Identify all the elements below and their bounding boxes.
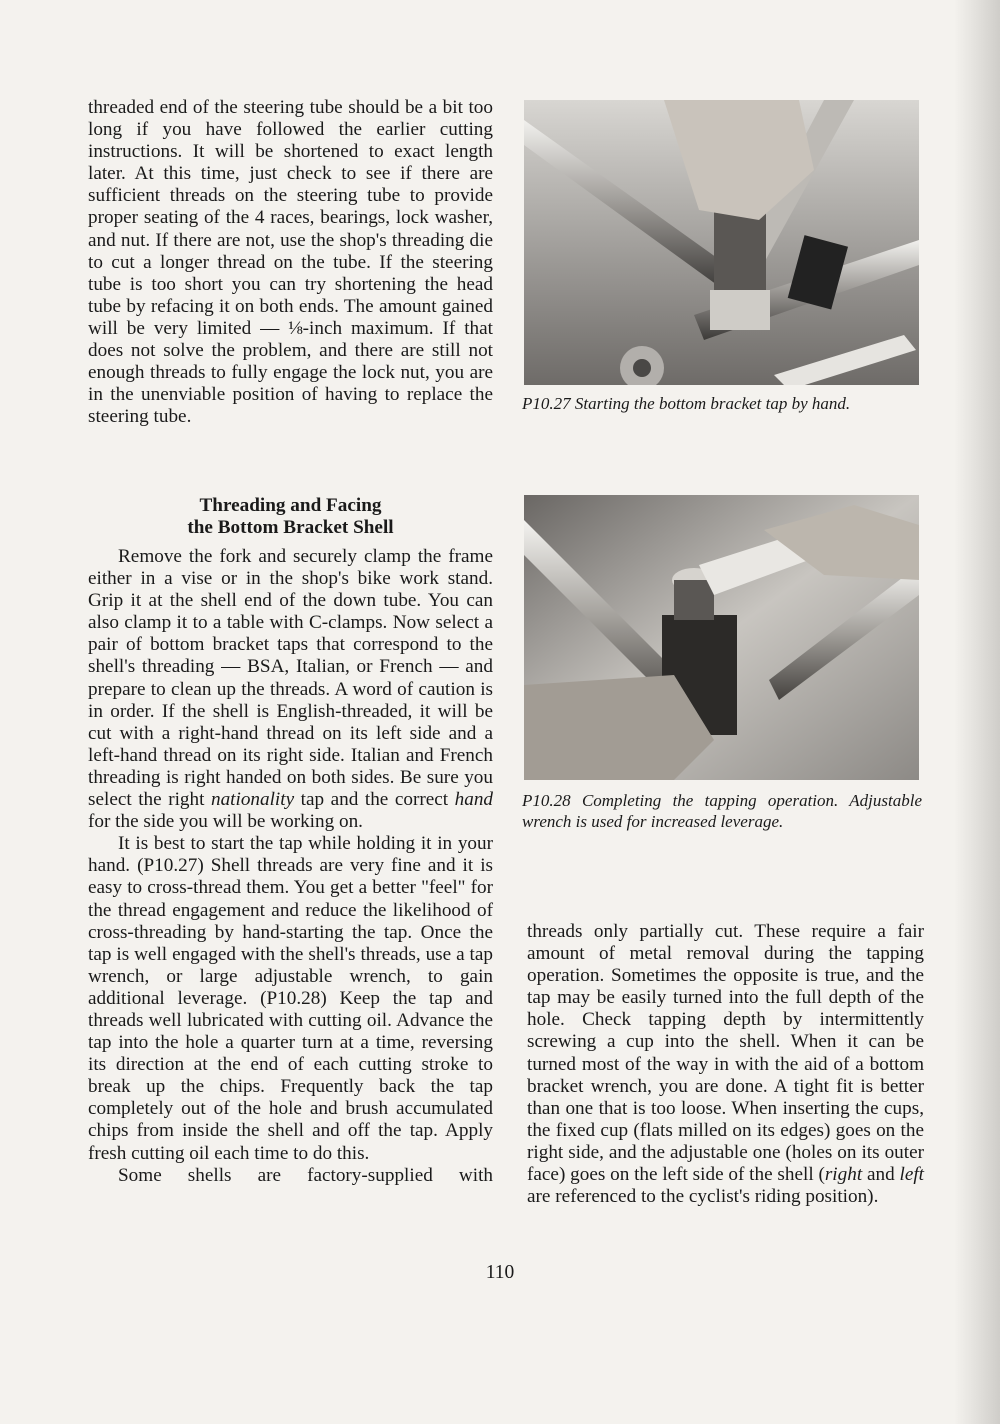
emphasis-hand: hand	[454, 789, 493, 811]
figure-caption-p10-28: P10.28 Completing the tapping operation. Adjustable wrench is used for increased leverage.	[522, 791, 922, 831]
section-heading-line2: the Bottom Bracket Shell	[187, 517, 394, 538]
photo-completing-tapping-operation	[524, 495, 919, 780]
paragraph-threads-partially-cut: threads only partially cut. These require a fair amount of metal removal during the tapping operation. Sometimes the opposite is true, and the tap may be easily turned into the full depth of the hole. Check tapping depth by intermittently screwing a cup into the shell. When it can be turned most of the way in with the aid of a bottom bracket wrench, you are done. A tight fit is better than one that is too loose. When inserting the cups, the fixed cup (flats milled on its edges) goes on the right side, and the adjustable one (holes on its outer face) goes on the left side of the shell (right and left are referenced to the cyclist's riding position).	[527, 921, 924, 1208]
right-body-column	[527, 921, 924, 1208]
emphasis-left: left	[899, 1164, 924, 1186]
left-top-paragraph	[88, 97, 493, 428]
paragraph-remove-fork: Remove the fork and securely clamp the frame either in a vise or in the shop's bike work stand. Grip it at the shell end of the down tube. You can also clamp it to a table with C-clamps. Now select a pair of bottom bracket taps that correspond to the shell's threading — BSA, Italian, or French — and prepare to clean up the threads. A word of caution is in order. If the shell is English-threaded, it will be cut with a right-hand thread on its left side and a left-hand thread on its right side. Italian and French threading is right handed on both sides. Be sure you select the right nationality tap and the correct hand for the side you will be working on.	[88, 546, 493, 833]
emphasis-nationality: nationality	[210, 789, 295, 811]
paragraph-start-tap: It is best to start the tap while holding it in your hand. (P10.27) Shell threads are very fine and it is easy to cross-thread them. You get a better "feel" for the thread engagement and reduce the likelihood of cross-threading by hand-starting the tap. Once the tap is well engaged with the shell's threads, use a tap wrench, or large adjustable wrench, to gain additional leverage. (P10.28) Keep the tap and threads well lubricated with cutting oil. Advance the tap into the hole a quarter turn at a time, reversing its direction at the end of each cutting stroke to break up the chips. Frequently back the tap completely out of the hole and brush accumulated chips from inside the shell and off the tap. Apply fresh cutting oil each time to do this.	[88, 833, 493, 1164]
page-edge-shadow	[954, 0, 1000, 1424]
page-number: 110	[485, 1262, 515, 1283]
section-heading	[88, 495, 493, 539]
emphasis-right: right	[824, 1164, 863, 1186]
left-body-column	[88, 546, 493, 1187]
paragraph-some-shells: Some shells are factory-supplied with	[118, 1164, 493, 1186]
figure-caption-p10-27: P10.27 Starting the bottom bracket tap by hand.	[522, 394, 851, 413]
paragraph-steering-tube: threaded end of the steering tube should be a bit too long if you have followed the earlier cutting instructions. It will be shortened to exact length later. At this time, just check to see if there are sufficient threads on the steering tube to provide proper seating of the 4 races, bearings, lock washer, and nut. If there are not, use the shop's threading die to cut a longer thread on the tube. If the steering tube is too short you can try shortening the head tube by refacing it on both ends. The amount gained will be very limited — ⅛-inch maximum. If that does not solve the problem, and there are still not enough threads to fully engage the lock nut, you are in the unenviable position of having to replace the steering tube.	[88, 97, 493, 428]
section-heading-line1: Threading and Facing	[199, 495, 382, 516]
photo-bottom-bracket-tap-by-hand	[524, 100, 919, 385]
